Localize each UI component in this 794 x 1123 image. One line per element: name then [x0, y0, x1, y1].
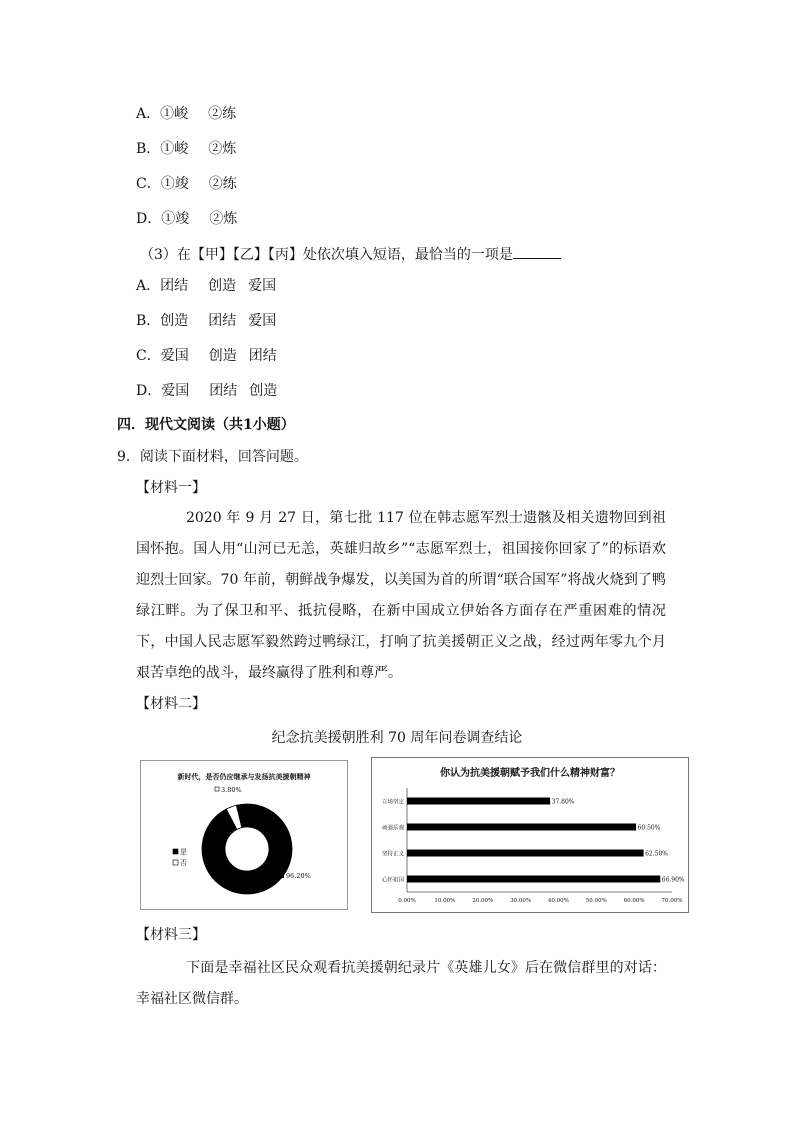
figure-title: 纪念抗美援朝胜利 70 周年问卷调查结论	[271, 730, 523, 746]
q2-option-d	[136, 209, 237, 229]
option-part-1: ①峻	[160, 141, 189, 157]
material-1-label: 【材料一】	[136, 480, 206, 496]
slice-label-marker	[215, 787, 219, 791]
option-letter: C．	[136, 176, 161, 192]
option-part-2: ②练	[208, 176, 237, 192]
x-tick-label: 0.00%	[398, 898, 416, 904]
material-1-body: 2020 年 9 月 27 日，第七批 117 位在韩志愿军烈士遗骸及相关遗物回到祖国怀抱。国人用“山河已无恙，英雄归故乡”“志愿军烈士，祖国接你回家了”的标语欢迎烈士回家。70 年前，朝鲜战争爆发，以美国为首的所谓“联合国军”将战火烧到了鸭绿江畔。为了保卫和平、抵抗侵略，在新中国成立伊始各方面存在严重困难的情况下，中国人民志愿军毅然跨过鸭绿江，打响了抗美援朝正义之战，经过两年零九个月艰苦卓绝的战斗，最终赢得了胜利和尊严。	[136, 510, 666, 681]
material-3-body: 下面是幸福社区民众观看抗美援朝纪录片《英雄儿女》后在微信群里的对话：幸福社区微信群。	[136, 960, 666, 1007]
slice-label-yes: 96.20%	[286, 872, 311, 880]
donut-slice-是	[202, 804, 292, 894]
option-letter: D．	[136, 211, 162, 227]
q3-option-a	[136, 276, 276, 296]
option-part-2: 创造	[208, 348, 237, 364]
q2-option-a	[136, 104, 236, 124]
option-part-2: ②炼	[209, 211, 238, 227]
bar-category-label: 坚持正义	[381, 851, 404, 858]
bar-chart	[372, 758, 688, 912]
option-part-3: 爱国	[248, 278, 277, 294]
bar-立场坚定	[407, 798, 550, 805]
option-part-2: 团结	[209, 383, 238, 399]
x-tick-label: 20.00%	[472, 898, 494, 904]
q3-question-text: （3）在【甲】【乙】【丙】处依次填入短语，最恰当的一项是	[140, 247, 513, 263]
q3-option-d	[136, 381, 277, 401]
option-part-2: 创造	[208, 278, 237, 294]
x-tick-label: 60.00%	[623, 898, 645, 904]
option-part-2: ②炼	[208, 141, 237, 157]
x-tick-label: 30.00%	[510, 898, 532, 904]
donut-chart-panel	[140, 760, 348, 910]
option-letter: B．	[136, 141, 161, 157]
bar-category-label: 立场坚定	[381, 799, 404, 806]
slice-label-marker	[280, 874, 284, 878]
option-part-1: ①竣	[161, 211, 190, 227]
question-9: 9．阅读下面材料，回答问题。	[117, 449, 308, 465]
bar-坚持正义	[407, 850, 644, 857]
legend-swatch-否	[173, 860, 178, 865]
material-3-text	[136, 953, 666, 1015]
bar-category-label: 心怀祖国	[381, 877, 404, 884]
legend-label-是: 是	[180, 848, 187, 856]
slice-label-no: 3.80%	[221, 786, 242, 794]
option-part-2: ②练	[208, 106, 237, 122]
option-letter: C．	[136, 348, 161, 364]
bar-value-label: 37.80%	[551, 798, 575, 806]
bar-chart-title: 你认为抗美援朝赋予我们什么精神财富？	[440, 768, 620, 779]
q3-option-c	[136, 346, 277, 366]
option-part-1: 团结	[160, 278, 189, 294]
bar-value-label: 66.90%	[661, 876, 685, 884]
donut-chart	[141, 761, 347, 909]
material-1-text	[136, 503, 666, 689]
option-letter: D．	[136, 383, 162, 399]
bar-顽强乐观	[407, 824, 636, 831]
option-letter: A．	[136, 106, 161, 122]
bar-心怀祖国	[407, 876, 660, 883]
answer-blank	[513, 244, 561, 259]
q2-option-b	[136, 139, 236, 159]
legend-swatch-是	[173, 849, 178, 854]
option-part-3: 创造	[249, 383, 278, 399]
option-part-3: 爱国	[248, 313, 277, 329]
legend-label-否: 否	[180, 859, 187, 867]
x-tick-label: 40.00%	[547, 898, 569, 904]
bar-value-label: 62.50%	[645, 850, 668, 858]
q2-option-c	[136, 174, 237, 194]
bar-value-label: 60.50%	[637, 824, 661, 832]
material-2-label: 【材料二】	[136, 696, 206, 712]
option-letter: A．	[136, 278, 161, 294]
option-part-2: 团结	[208, 313, 237, 329]
option-part-1: 爱国	[160, 348, 189, 364]
option-letter: B．	[136, 313, 161, 329]
section-heading: 四．现代文阅读（共1小题）	[117, 417, 295, 433]
donut-chart-title: 新时代，是否仍应继承与发扬抗美援朝精神	[177, 772, 311, 781]
option-part-1: 创造	[160, 313, 189, 329]
q3-question	[140, 244, 561, 265]
q3-option-b	[136, 311, 276, 331]
bar-category-label: 顽强乐观	[381, 825, 404, 832]
material-3-label: 【材料三】	[136, 927, 206, 943]
option-part-3: 团结	[248, 348, 277, 364]
option-part-1: ①竣	[160, 176, 189, 192]
x-tick-label: 10.00%	[434, 898, 456, 904]
x-tick-label: 50.00%	[585, 898, 607, 904]
option-part-1: ①峻	[160, 106, 189, 122]
bar-chart-panel	[371, 757, 689, 913]
option-part-1: 爱国	[161, 383, 190, 399]
x-tick-label: 70.00%	[661, 898, 683, 904]
